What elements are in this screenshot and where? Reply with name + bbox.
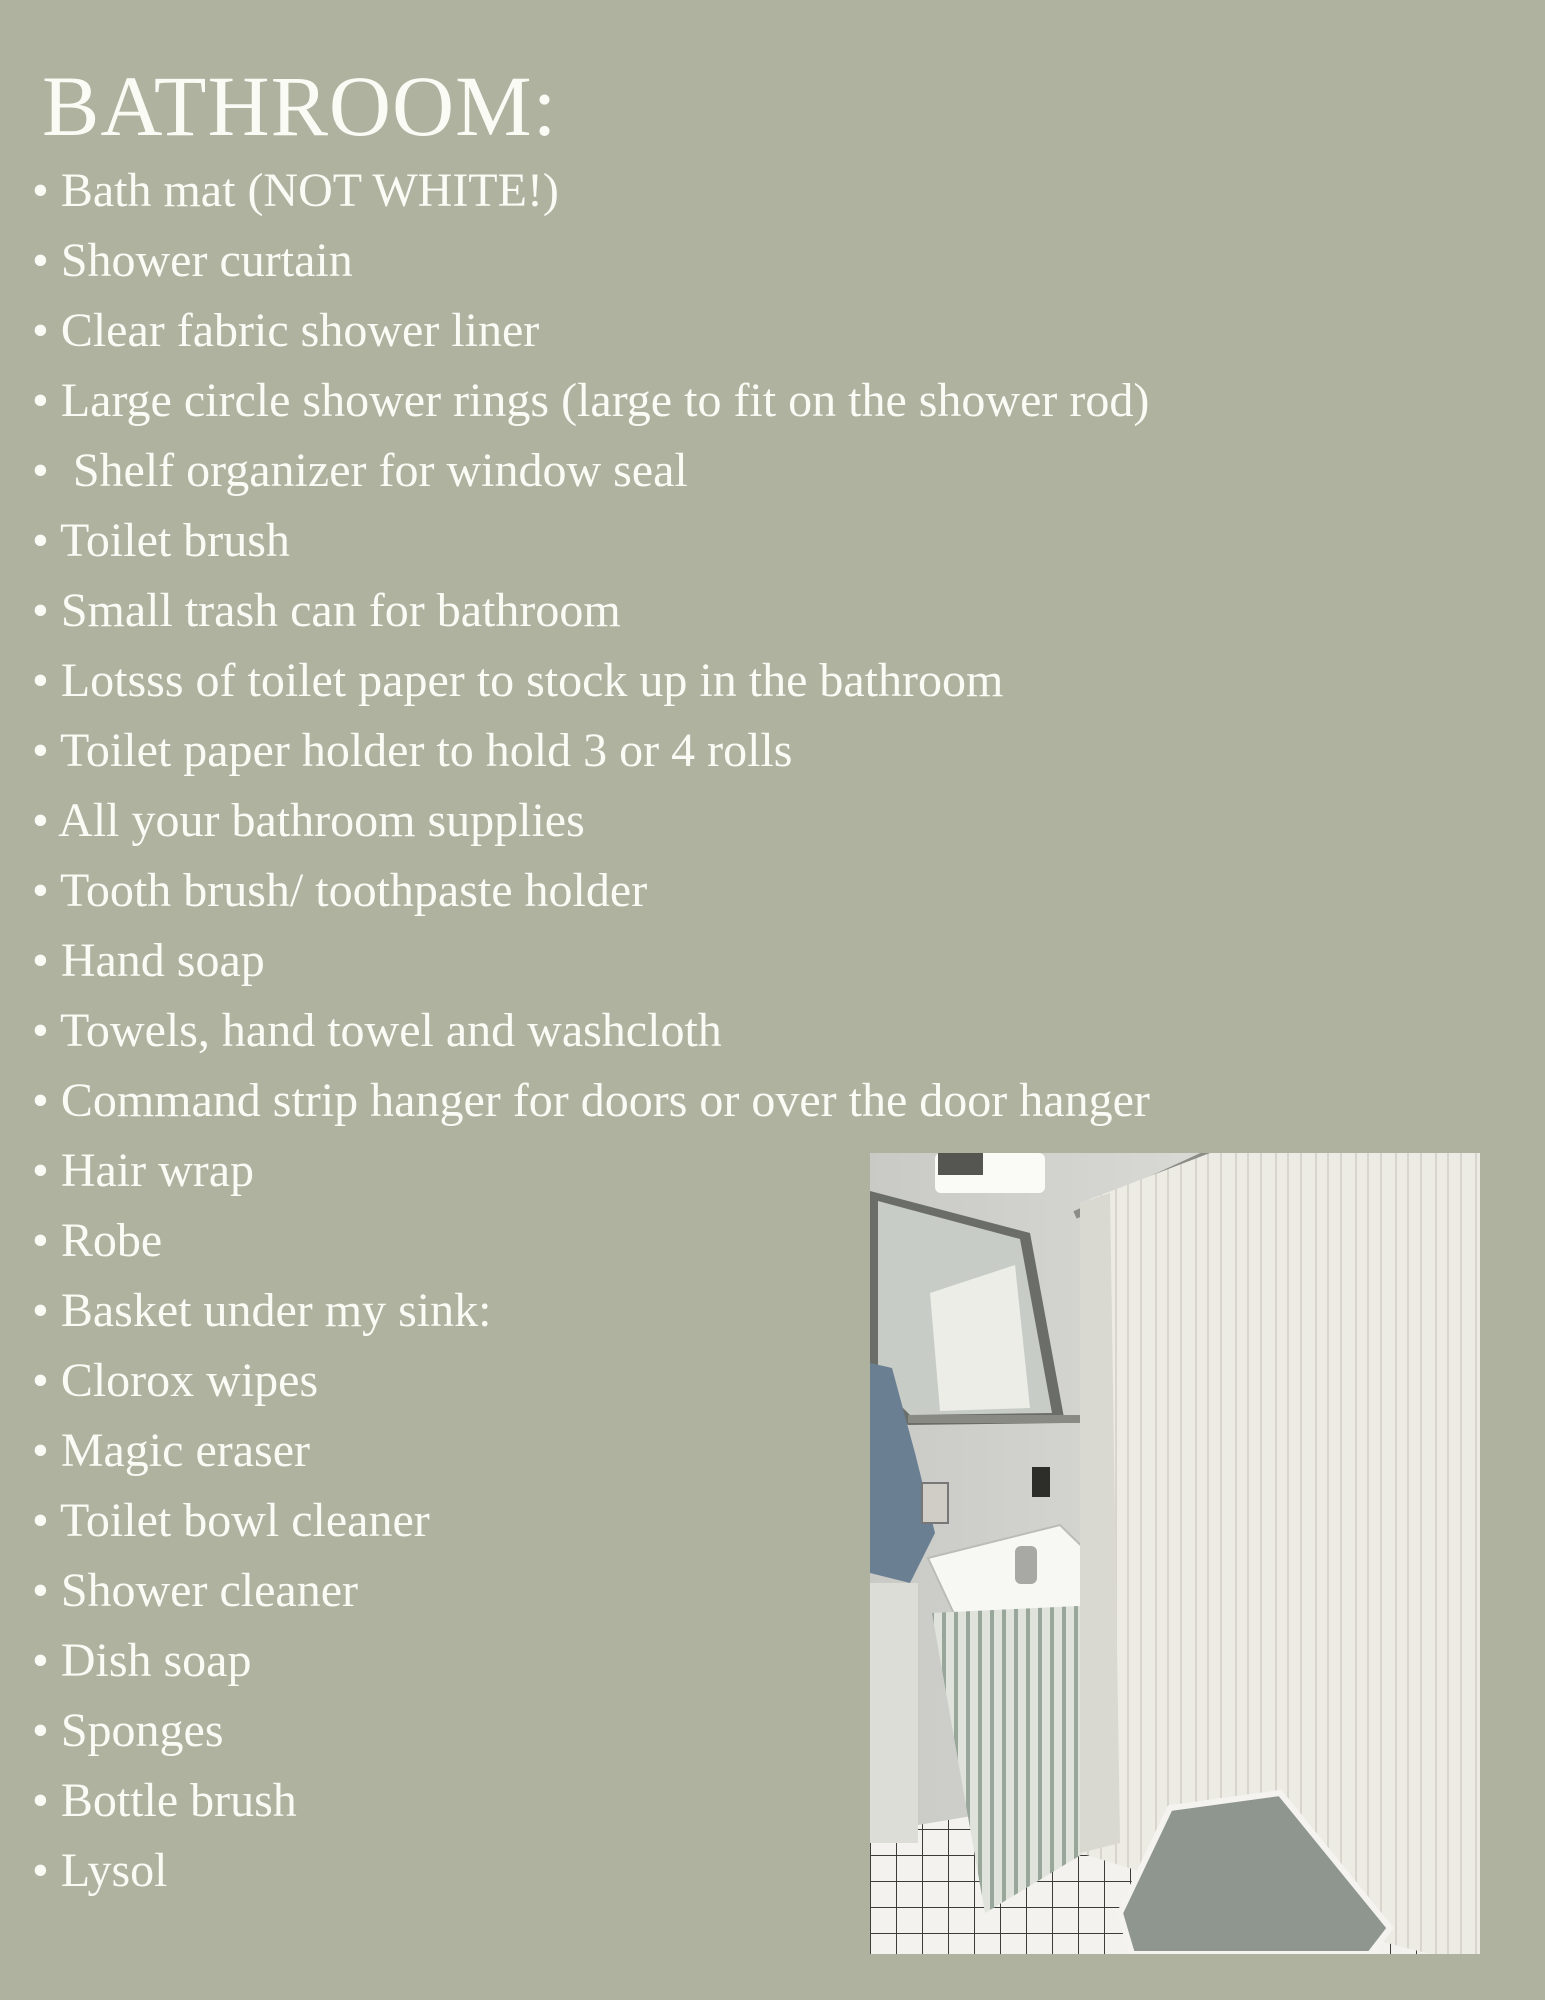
list-item bbox=[32, 296, 1150, 366]
bathroom-photo bbox=[870, 1153, 1480, 1954]
bullet-icon: • bbox=[32, 1074, 49, 1127]
list-item-label: Dish soap bbox=[48, 1634, 252, 1687]
bathroom-photo-illustration bbox=[870, 1153, 1480, 1954]
bullet-icon: • bbox=[32, 1214, 49, 1267]
list-item-label: Shelf organizer for window seal bbox=[48, 444, 688, 497]
bullet-icon: • bbox=[32, 1774, 49, 1827]
bullet-icon: • bbox=[32, 864, 49, 917]
list-item-label: Robe bbox=[48, 1214, 163, 1267]
list-item-label: Towels, hand towel and washcloth bbox=[48, 1004, 722, 1057]
bullet-icon: • bbox=[32, 794, 49, 847]
list-item bbox=[32, 436, 1150, 506]
bullet-icon: • bbox=[32, 444, 49, 497]
list-item-label: Sponges bbox=[48, 1704, 224, 1757]
bullet-icon: • bbox=[32, 1704, 49, 1757]
list-item-label: Shower curtain bbox=[48, 234, 353, 287]
list-item-label: Lysol bbox=[48, 1844, 168, 1897]
bullet-icon: • bbox=[32, 1354, 49, 1407]
bullet-icon: • bbox=[32, 1004, 49, 1057]
list-item-label: Toilet brush bbox=[48, 514, 290, 567]
list-item-label: Bath mat (NOT WHITE!) bbox=[48, 164, 559, 217]
bullet-icon: • bbox=[32, 934, 49, 987]
list-item bbox=[32, 226, 1150, 296]
bullet-icon: • bbox=[32, 1564, 49, 1617]
list-item-label: Hair wrap bbox=[48, 1144, 255, 1197]
list-item-label: Clorox wipes bbox=[48, 1354, 319, 1407]
bullet-icon: • bbox=[32, 1424, 49, 1477]
list-item-label: Toilet bowl cleaner bbox=[48, 1494, 430, 1547]
bullet-icon: • bbox=[32, 234, 49, 287]
list-item bbox=[32, 996, 1150, 1066]
bullet-icon: • bbox=[32, 1494, 49, 1547]
list-item bbox=[32, 856, 1150, 926]
bullet-icon: • bbox=[32, 304, 49, 357]
bullet-icon: • bbox=[32, 1634, 49, 1687]
list-item bbox=[32, 506, 1150, 576]
bullet-icon: • bbox=[32, 374, 49, 427]
bullet-icon: • bbox=[32, 1844, 49, 1897]
list-item bbox=[32, 1066, 1150, 1136]
list-item-label: Bottle brush bbox=[48, 1774, 297, 1827]
list-item-label: Tooth brush/ toothpaste holder bbox=[48, 864, 648, 917]
list-item-label: Basket under my sink: bbox=[48, 1284, 492, 1337]
list-item bbox=[32, 786, 1150, 856]
list-item-label: Large circle shower rings (large to fit on the shower rod) bbox=[48, 374, 1150, 427]
list-item bbox=[32, 576, 1150, 646]
list-item bbox=[32, 716, 1150, 786]
list-item bbox=[32, 926, 1150, 996]
bullet-icon: • bbox=[32, 1284, 49, 1337]
list-item-label: Lotsss of toilet paper to stock up in the bathroom bbox=[48, 654, 1004, 707]
list-item-label: Toilet paper holder to hold 3 or 4 rolls bbox=[48, 724, 793, 777]
list-item bbox=[32, 366, 1150, 436]
page-title: BATHROOM: bbox=[42, 58, 558, 154]
list-item-label: Hand soap bbox=[48, 934, 265, 987]
bullet-icon: • bbox=[32, 514, 49, 567]
list-item-label: Shower cleaner bbox=[48, 1564, 358, 1617]
bullet-icon: • bbox=[32, 584, 49, 637]
list-item-label: Clear fabric shower liner bbox=[48, 304, 540, 357]
list-item-label: Command strip hanger for doors or over the door hanger bbox=[48, 1074, 1150, 1127]
bullet-icon: • bbox=[32, 654, 49, 707]
list-item bbox=[32, 646, 1150, 716]
list-item-label: Small trash can for bathroom bbox=[48, 584, 621, 637]
list-item bbox=[32, 156, 1150, 226]
list-item-label: Magic eraser bbox=[48, 1424, 310, 1477]
bullet-icon: • bbox=[32, 164, 49, 217]
bullet-icon: • bbox=[32, 1144, 49, 1197]
bullet-icon: • bbox=[32, 724, 49, 777]
list-item-label: All your bathroom supplies bbox=[48, 794, 585, 847]
